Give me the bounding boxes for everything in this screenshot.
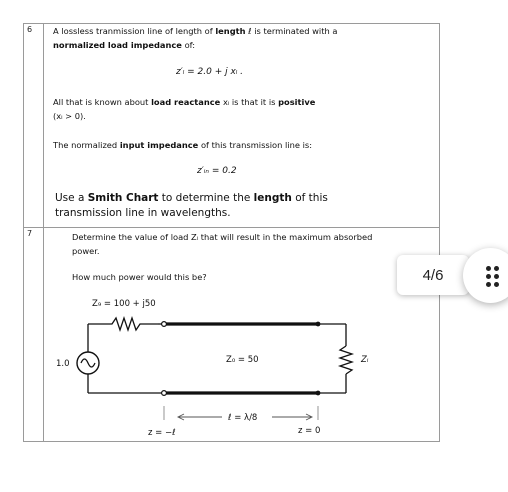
load-impedance-label: Zₗ — [361, 355, 369, 365]
source-voltage-label: 1.0 — [56, 359, 70, 369]
line-impedance-label: Z₀ = 50 — [226, 355, 259, 365]
q7-line-3: How much power would this be? — [72, 272, 207, 282]
q7-line-2: power. — [72, 246, 100, 256]
q6-input-equation: z′ᵢₙ = 0.2 — [197, 166, 237, 176]
ac-sine — [81, 359, 95, 367]
line-length-label: ℓ = λ/8 — [228, 413, 258, 423]
q6-load-equation: z′ₗ = 2.0 + j xₗ . — [176, 67, 244, 77]
page-indicator: 4/6 — [397, 255, 469, 295]
q6-line-6: Use a Smith Chart to determine the length of this — [55, 192, 328, 204]
q6-line-5: The normalized input impedance of this transmission line is: — [53, 140, 313, 150]
source-impedance-label: Z₉ = 100 + j50 — [92, 299, 156, 309]
node-top-left — [162, 322, 167, 327]
source-resistor — [88, 318, 158, 330]
z-start-label: z = −ℓ — [148, 428, 176, 438]
load-resistor — [340, 346, 352, 374]
q6-line-7: transmission line in wavelengths. — [55, 207, 231, 219]
q6-line-4: (xₗ > 0). — [53, 111, 86, 121]
q6-line-1: A lossless tranmission line of length of length ℓ is terminated with a — [53, 26, 338, 36]
question-number-7: 7 — [27, 229, 33, 238]
q6-line-3: All that is known about load reactance xₗ is that it is positive — [53, 97, 316, 107]
node-top-right — [316, 322, 321, 327]
z-end-label: z = 0 — [298, 426, 321, 436]
question-number-6: 6 — [27, 25, 33, 34]
q6-line-2: normalized load impedance of: — [53, 40, 196, 50]
node-bottom-left — [162, 391, 167, 396]
q7-line-1: Determine the value of load Zₗ that will result in the maximum absorbed — [72, 232, 373, 242]
node-bottom-right — [316, 391, 321, 396]
